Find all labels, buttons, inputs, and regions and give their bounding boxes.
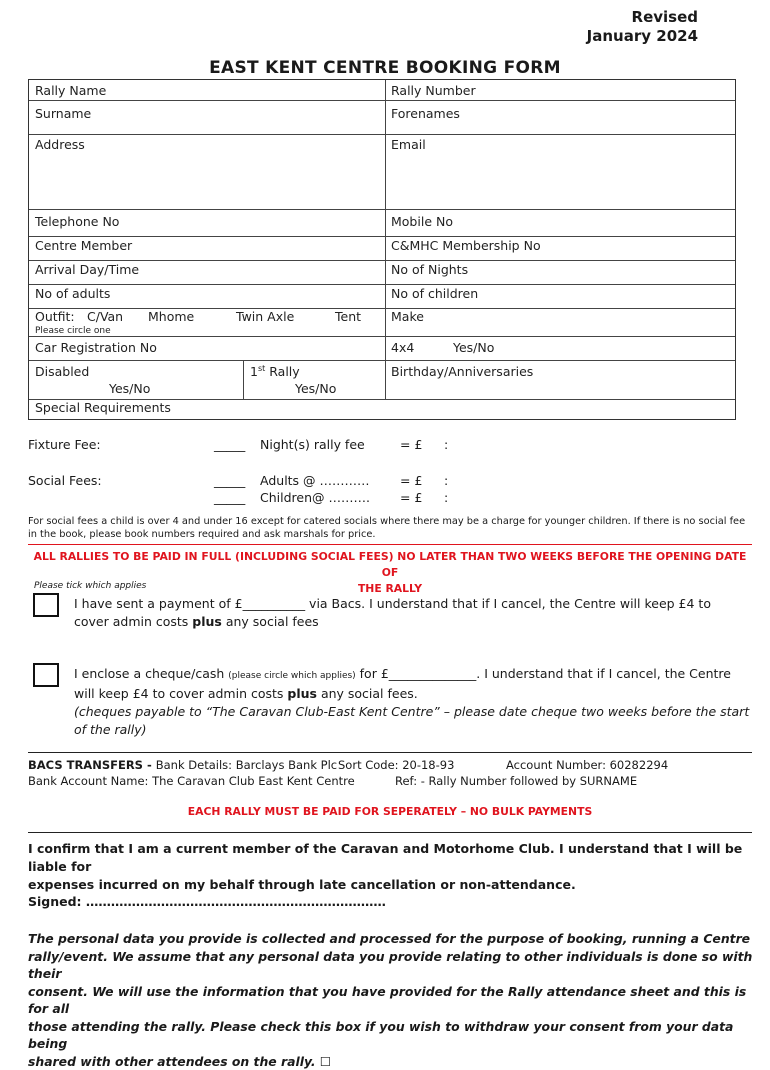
social-fees-note: For social fees a child is over 4 and under 16 except for catered socials where there may be a charge for younger children. If there is no social fee in the book, please book numbers required and ask marshals for price. <box>28 515 748 541</box>
surname-field[interactable]: Surname <box>35 106 91 121</box>
outfit-option-motorhome[interactable]: Mhome <box>148 309 194 324</box>
nights-field[interactable]: No of Nights <box>391 262 468 277</box>
car-registration-field[interactable]: Car Registration No <box>35 340 157 355</box>
outfit-option-twin-axle[interactable]: Twin Axle <box>236 309 294 324</box>
bacs-account-number: Account Number: 60282294 <box>506 758 668 772</box>
fixture-fee-label: Fixture Fee: <box>28 437 101 452</box>
disabled-divider <box>243 360 244 399</box>
revised-label: Revised <box>587 8 698 27</box>
form-title: EAST KENT CENTRE BOOKING FORM <box>0 58 770 78</box>
cheque-checkbox[interactable] <box>33 663 59 687</box>
fixture-amount[interactable]: : <box>444 437 448 452</box>
four-by-four-yesno[interactable]: Yes/No <box>453 340 494 355</box>
four-by-four-label: 4x4 <box>391 340 414 355</box>
children-field[interactable]: No of children <box>391 286 478 301</box>
adults-equals: = £ <box>400 473 422 488</box>
outfit-label: Outfit: <box>35 309 75 324</box>
telephone-field[interactable]: Telephone No <box>35 214 119 229</box>
signature-line[interactable]: Signed: ……………………………………………………………… <box>28 894 386 909</box>
tick-note: Please tick which applies <box>34 581 146 591</box>
arrival-field[interactable]: Arrival Day/Time <box>35 262 139 277</box>
adults-amount[interactable]: : <box>444 473 448 488</box>
rally-number-field[interactable]: Rally Number <box>391 83 476 98</box>
booking-form-table <box>28 79 736 420</box>
rally-name-field[interactable]: Rally Name <box>35 83 106 98</box>
centre-member-field[interactable]: Centre Member <box>35 238 132 253</box>
bacs-checkbox[interactable] <box>33 593 59 617</box>
please-circle-note: Please circle one <box>35 326 111 336</box>
nights-fee-label: Night(s) rally fee <box>260 437 365 452</box>
membership-no-field[interactable]: C&MHC Membership No <box>391 238 541 253</box>
fixture-nights-blank[interactable]: _____ <box>214 437 245 452</box>
warning-rule <box>28 544 752 545</box>
adults-fee-label: Adults @ ………… <box>260 473 370 488</box>
confirm-rule <box>28 832 752 833</box>
bacs-account-name: Bank Account Name: The Caravan Club East Kent Centre <box>28 774 355 788</box>
bacs-sort-code: Sort Code: 20-18-93 <box>338 758 454 772</box>
adults-blank[interactable]: _____ <box>214 473 245 488</box>
address-field[interactable]: Address <box>35 137 85 152</box>
first-rally-yesno[interactable]: Yes/No <box>295 381 336 396</box>
forenames-field[interactable]: Forenames <box>391 106 460 121</box>
disabled-yesno[interactable]: Yes/No <box>109 381 150 396</box>
children-amount[interactable]: : <box>444 490 448 505</box>
privacy-statement: The personal data you provide is collected and processed for the purpose of booking, running a Centre rally/event. We assume that any personal data you provide relating to other individuals is done so with their consent. We will use the information that you have provided for the Rally attendance sheet and this is for all those attending the rally. Please check this box if you wish to withdraw your consent from your data being shared with other attendees on the rally. ☐ <box>28 930 770 1070</box>
payment-deadline-warning: ALL RALLIES TO BE PAID IN FULL (INCLUDING SOCIAL FEES) NO LATER THAN TWO WEEKS BEFORE THE OPENING DATE OF THE RALLY <box>28 549 752 597</box>
membership-confirmation: I confirm that I am a current member of the Caravan and Motorhome Club. I understand that I will be liable for expenses incurred on my behalf through late cancellation or non-attendance. <box>28 840 770 894</box>
birthday-field[interactable]: Birthday/Anniversaries <box>391 364 533 379</box>
outfit-option-caravan[interactable]: C/Van <box>87 309 123 324</box>
bacs-bank-details: BACS TRANSFERS - Bank Details: Barclays Bank Plc <box>28 758 337 772</box>
revision-note <box>587 8 698 46</box>
mobile-field[interactable]: Mobile No <box>391 214 453 229</box>
disabled-label: Disabled <box>35 364 89 379</box>
first-rally-label: 1st Rally <box>250 364 300 379</box>
column-divider <box>385 80 386 399</box>
revised-date: January 2024 <box>587 27 698 46</box>
children-fee-label: Children@ ………. <box>260 490 370 505</box>
bacs-reference: Ref: - Rally Number followed by SURNAME <box>395 774 637 788</box>
email-field[interactable]: Email <box>391 137 426 152</box>
children-equals: = £ <box>400 490 422 505</box>
make-field[interactable]: Make <box>391 309 424 324</box>
children-blank[interactable]: _____ <box>214 490 245 505</box>
special-requirements-field[interactable]: Special Requirements <box>35 400 171 415</box>
fixture-equals: = £ <box>400 437 422 452</box>
bacs-rule <box>28 752 752 753</box>
cheque-option-text: I enclose a cheque/cash (please circle which applies) for £______________. I understand that if I cancel, the Centre will keep £4 to cover admin costs plus any social fees. (cheques payable to “The Caravan Club-East Kent Centre” – please date cheque two weeks before the start of the rally) <box>74 665 749 739</box>
no-bulk-payments-warning: EACH RALLY MUST BE PAID FOR SEPERATELY – NO BULK PAYMENTS <box>28 805 752 818</box>
bacs-option-text: I have sent a payment of £__________ via Bacs. I understand that if I cancel, the Centre will keep £4 to cover admin costs plus any social fees <box>74 595 711 631</box>
adults-field[interactable]: No of adults <box>35 286 110 301</box>
outfit-option-tent[interactable]: Tent <box>335 309 361 324</box>
social-fees-label: Social Fees: <box>28 473 102 488</box>
consent-withdraw-checkbox[interactable]: shared with other attendees on the rally. ☐ <box>28 1053 770 1070</box>
